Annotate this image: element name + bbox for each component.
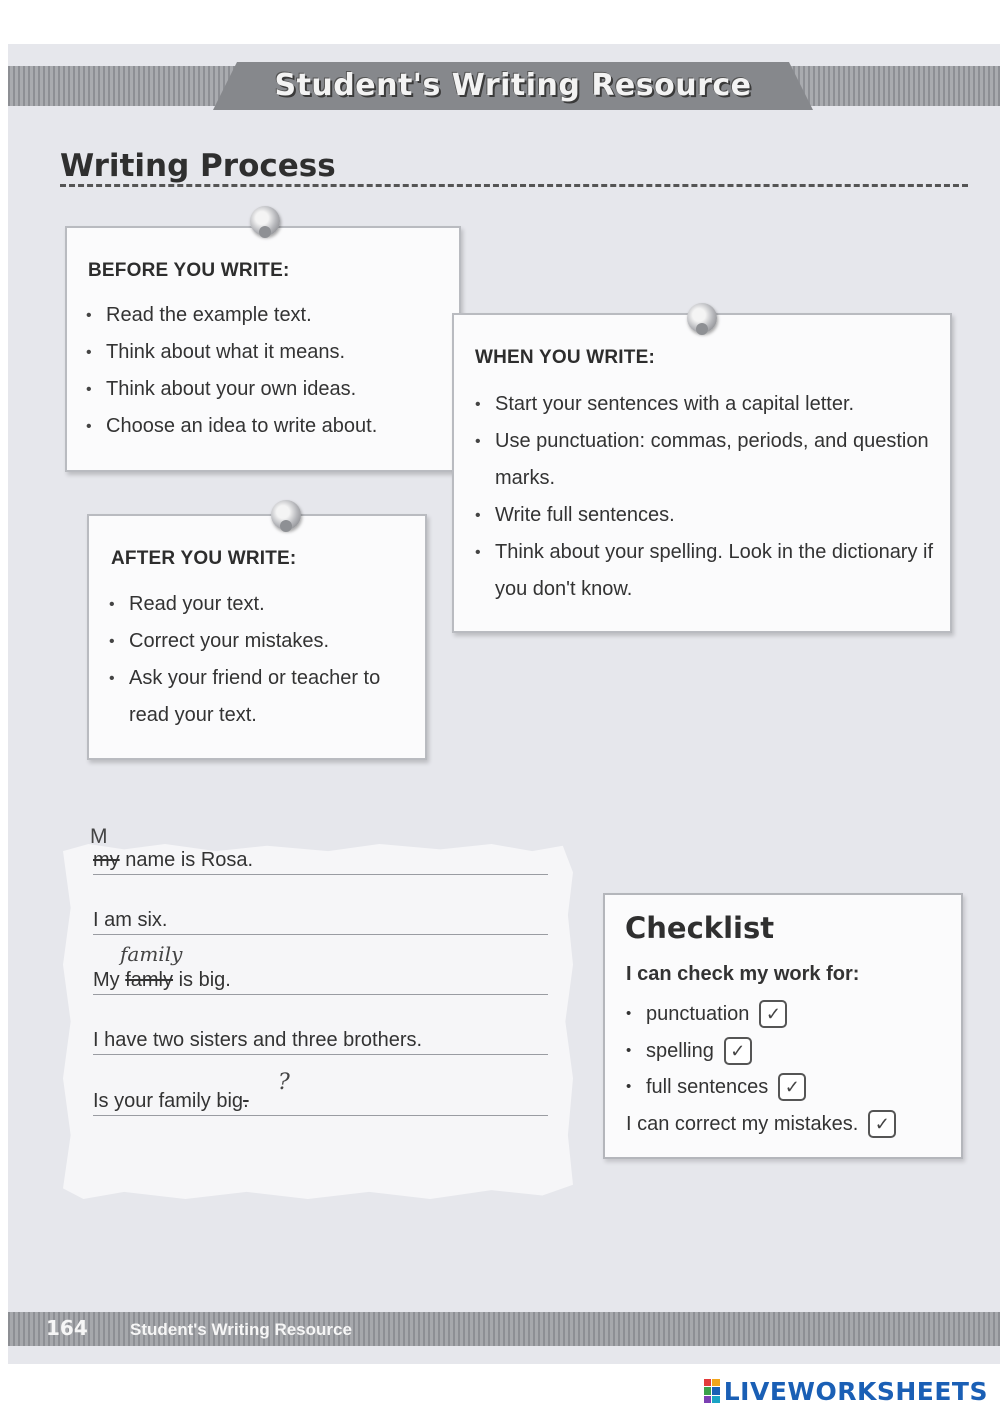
correction-question-mark: ? — [278, 1070, 290, 1095]
dashed-divider — [60, 184, 968, 187]
checklist-item-label: I can correct my mistakes. — [626, 1113, 859, 1135]
bullet: • — [626, 1005, 632, 1022]
footer-label: Student's Writing Resource — [130, 1320, 352, 1339]
bullet: • — [626, 1042, 632, 1059]
after-list — [109, 586, 414, 734]
bullet: • — [626, 1078, 632, 1095]
before-you-write-card — [65, 226, 461, 472]
after-heading: AFTER YOU WRITE: — [111, 548, 297, 569]
before-list — [86, 297, 446, 445]
struck-word: famly — [125, 969, 174, 991]
writing-sample-paper — [63, 844, 573, 1199]
correction-capital-m: M — [90, 825, 108, 848]
brand-logo — [704, 1376, 988, 1406]
sample-line-3 — [93, 966, 548, 995]
checklist-box — [603, 893, 963, 1159]
pushpin-icon — [250, 206, 280, 236]
struck-period: . — [243, 1090, 249, 1112]
list-item: • Think about what it means. — [86, 334, 446, 371]
checklist-item — [626, 1036, 752, 1066]
checkbox-icon[interactable]: ✓ — [759, 1000, 787, 1028]
list-item: • Think about your spelling. Look in the dictionary if you don't know. — [475, 534, 935, 608]
sample-text: is big. — [173, 969, 231, 991]
pushpin-icon — [687, 303, 717, 333]
checklist-item-label: full sentences — [646, 1076, 769, 1098]
header-title: Student's Writing Resource — [274, 68, 752, 103]
checkbox-icon[interactable]: ✓ — [778, 1073, 806, 1101]
sample-line-5 — [93, 1087, 548, 1116]
list-item: • Read your text. — [109, 586, 414, 623]
correction-family: family — [120, 942, 183, 966]
when-you-write-card — [452, 313, 952, 633]
pushpin-icon — [271, 500, 301, 530]
checklist-item — [626, 1072, 806, 1102]
checklist-title: Checklist — [625, 911, 775, 945]
liveworksheets-icon — [704, 1379, 720, 1403]
sample-line-4: I have two sisters and three brothers. — [93, 1026, 548, 1055]
list-item: • Write full sentences. — [475, 497, 935, 534]
list-item: • Correct your mistakes. — [109, 623, 414, 660]
checklist-final-item — [626, 1109, 896, 1139]
page — [8, 44, 1000, 1364]
list-item: • Use punctuation: commas, periods, and question marks. — [475, 423, 935, 497]
struck-word: my — [93, 849, 120, 871]
list-item: • Start your sentences with a capital letter. — [475, 386, 935, 423]
before-heading: BEFORE YOU WRITE: — [88, 260, 290, 281]
when-heading: WHEN YOU WRITE: — [475, 347, 655, 368]
sample-text: name is Rosa. — [119, 849, 254, 871]
when-list — [475, 386, 935, 608]
checkbox-icon[interactable]: ✓ — [724, 1037, 752, 1065]
sample-line-1 — [93, 846, 548, 875]
checklist-item — [626, 999, 787, 1029]
checklist-item-label: spelling — [646, 1040, 714, 1062]
section-title: Writing Process — [60, 148, 336, 184]
list-item: • Read the example text. — [86, 297, 446, 334]
sample-line-2: I am six. — [93, 906, 548, 935]
list-item: • Ask your friend or teacher to read your text. — [109, 660, 414, 734]
brand-name: LIVEWORKSHEETS — [723, 1376, 988, 1406]
checkbox-icon[interactable]: ✓ — [868, 1110, 896, 1138]
checklist-item-label: punctuation — [646, 1003, 750, 1025]
after-you-write-card — [87, 514, 427, 760]
list-item: • Choose an idea to write about. — [86, 408, 446, 445]
sample-text: Is your family big — [93, 1090, 244, 1112]
list-item: • Think about your own ideas. — [86, 371, 446, 408]
sample-text: My — [93, 969, 126, 991]
page-number: 164 — [46, 1316, 88, 1340]
checklist-subtitle: I can check my work for: — [626, 963, 860, 985]
